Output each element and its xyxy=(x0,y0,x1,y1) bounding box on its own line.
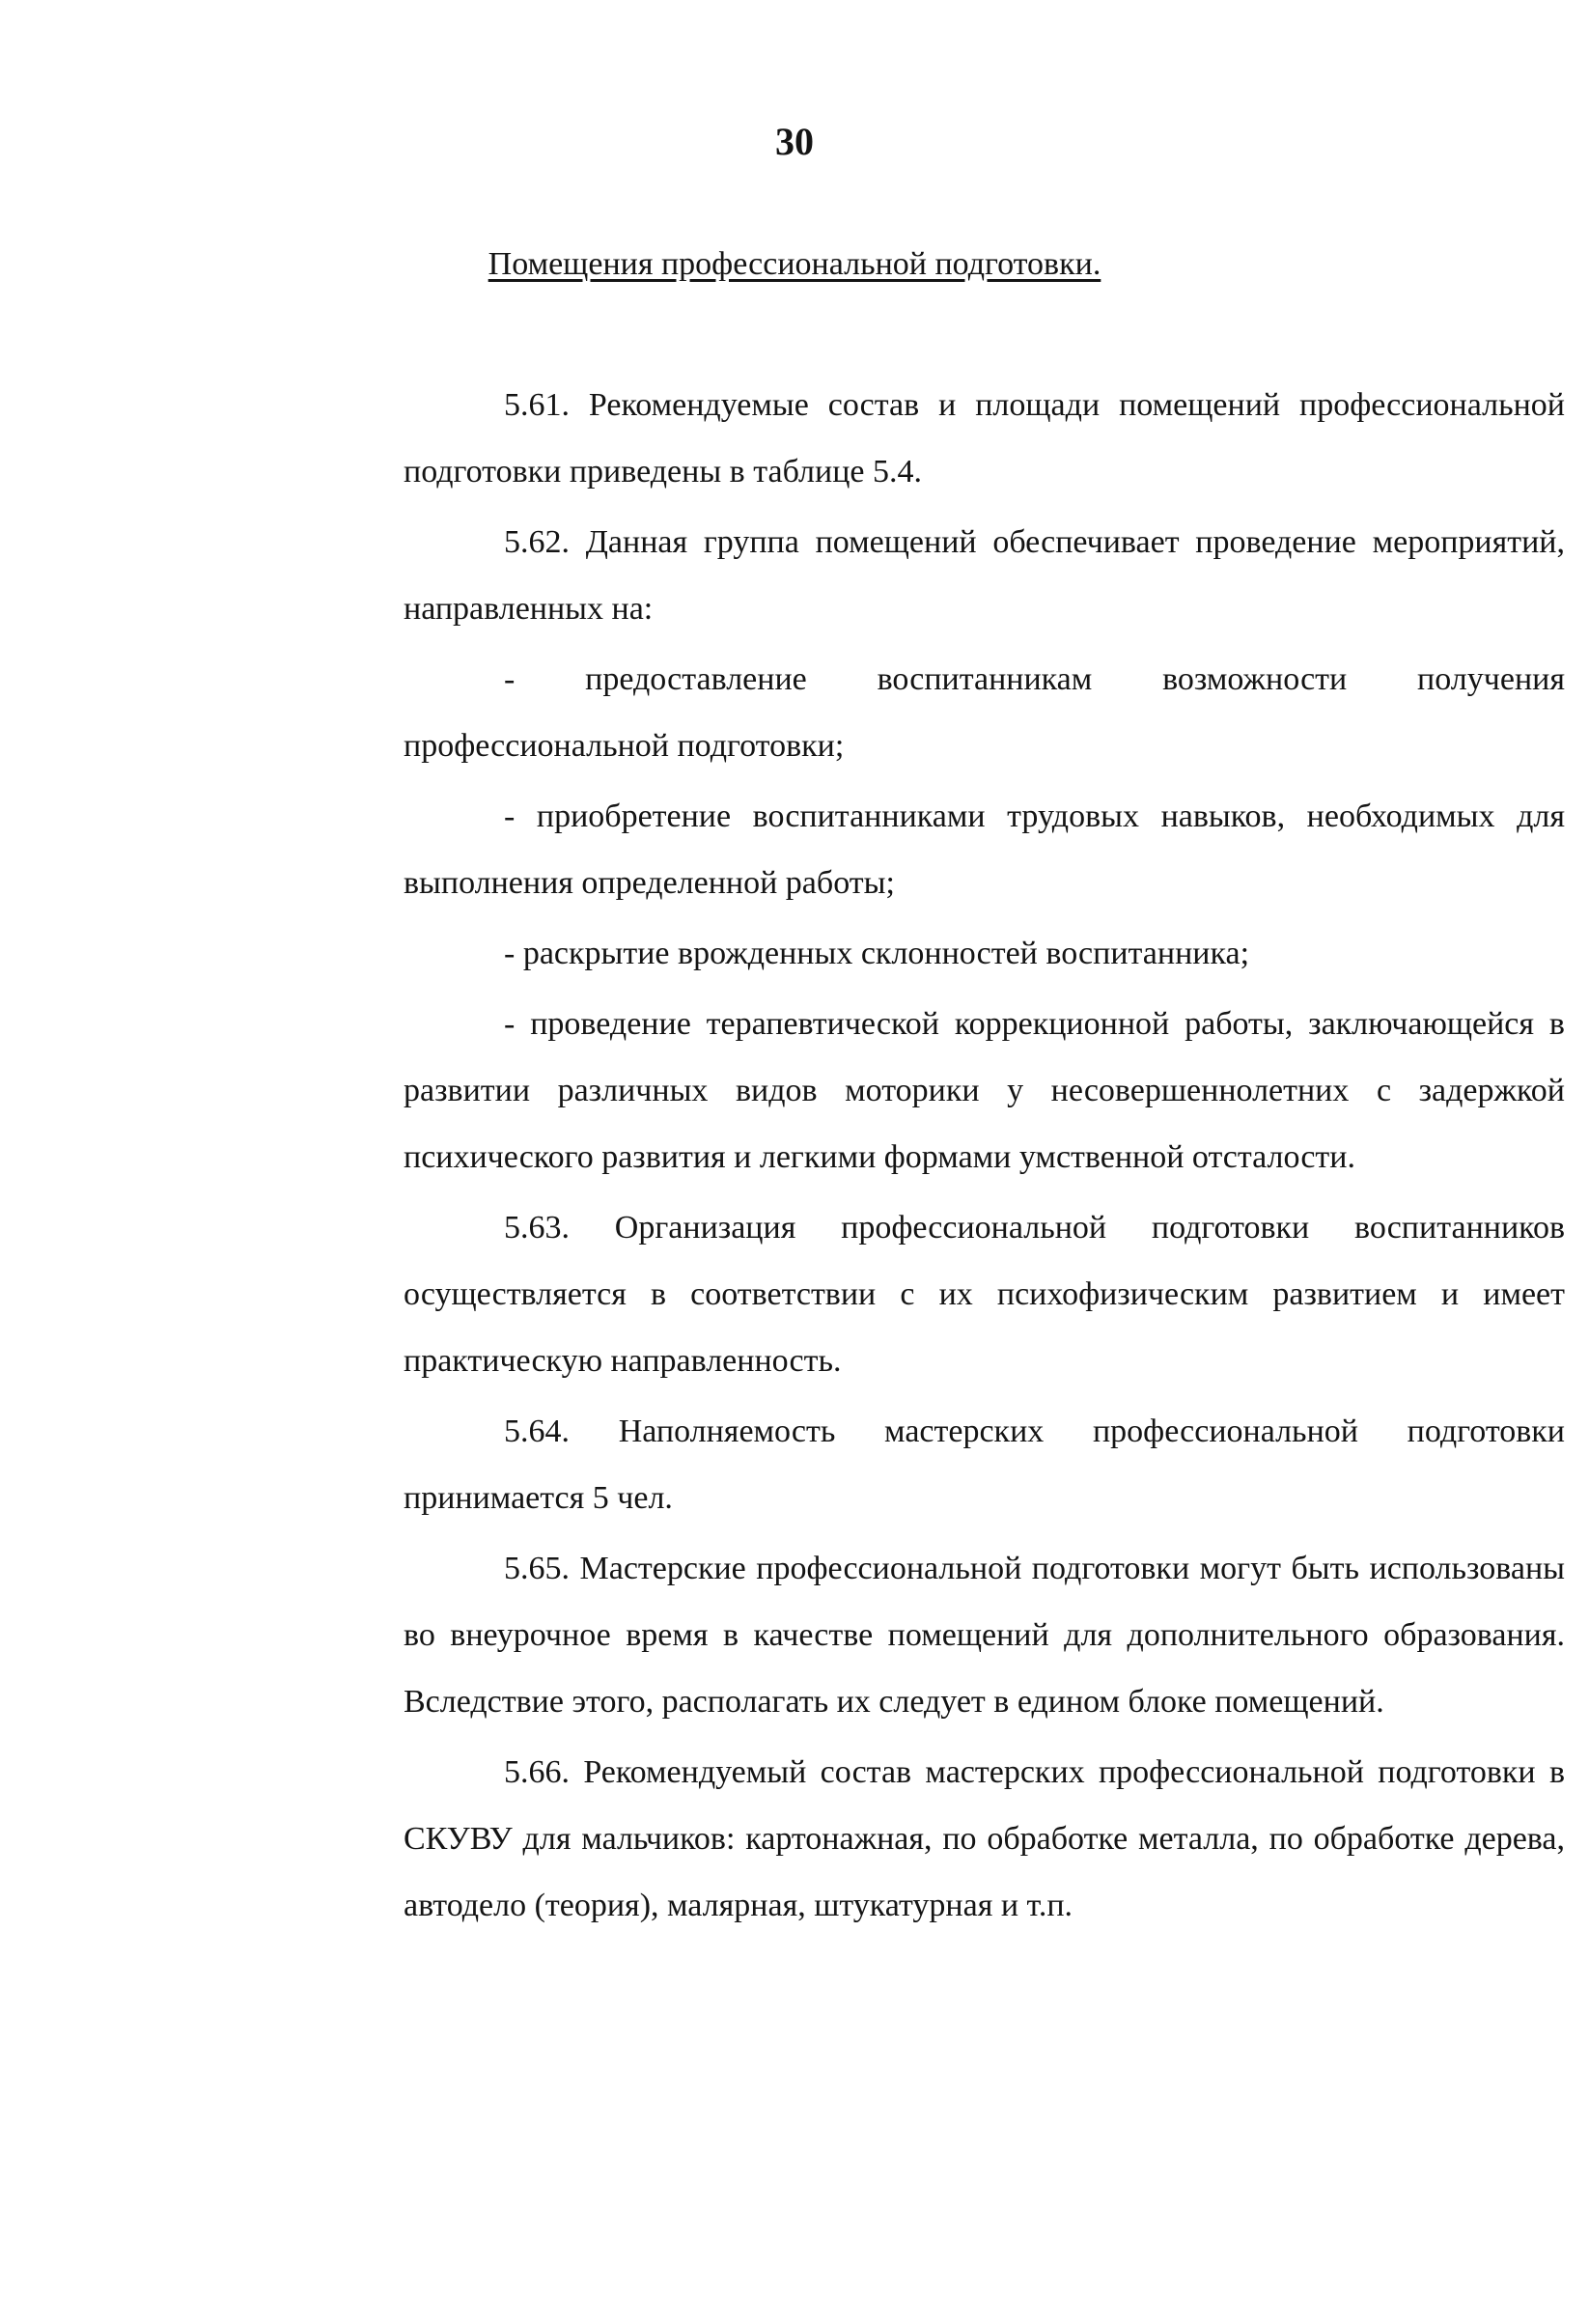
list-item-inclinations: - раскрытие врожденных склонностей воспитанника; xyxy=(504,936,1250,971)
paragraph-5-65: 5.65. Мастерские профессиональной подготовки могут быть использованы во внеурочное время в качестве помещений для дополнительного образования. Вследствие этого, располагать их следует в едином блоке помещений. xyxy=(404,1551,1565,1720)
section-heading: Помещения профессиональной подготовки. xyxy=(488,246,1101,282)
paragraph-5-66: 5.66. Рекомендуемый состав мастерских профессиональной подготовки в СКУВУ для мальчиков: картонажная, по обработке металла, по обработке дерева, автодело (теория), малярная, штукатурная и т.п. xyxy=(404,1754,1565,1923)
paragraph-5-63: 5.63. Организация профессиональной подготовки воспитанников осуществляется в соответствии с их психофизическим развитием и имеет практическую направленность. xyxy=(404,1210,1565,1379)
document-body xyxy=(404,372,1565,1943)
paragraph-5-61: 5.61. Рекомендуемые состав и площади помещений профессиональной подготовки приведены в таблице 5.4. xyxy=(404,387,1565,490)
page-number: 30 xyxy=(775,120,814,163)
list-item-training: - предоставление воспитанникам возможности получения профессиональной подготовки; xyxy=(404,661,1565,764)
list-item-skills: - приобретение воспитанниками трудовых навыков, необходимых для выполнения определенной работы; xyxy=(404,798,1565,901)
paragraph-5-64: 5.64. Наполняемость мастерских профессиональной подготовки принимается 5 чел. xyxy=(404,1414,1565,1516)
paragraph-5-62: 5.62. Данная группа помещений обеспечивает проведение мероприятий, направленных на: xyxy=(404,524,1565,627)
list-item-therapy: - проведение терапевтической коррекционной работы, заключающейся в развитии различных видов моторики у несовершеннолетних с задержкой психического развития и легкими формами умственной отсталости. xyxy=(404,1006,1565,1175)
